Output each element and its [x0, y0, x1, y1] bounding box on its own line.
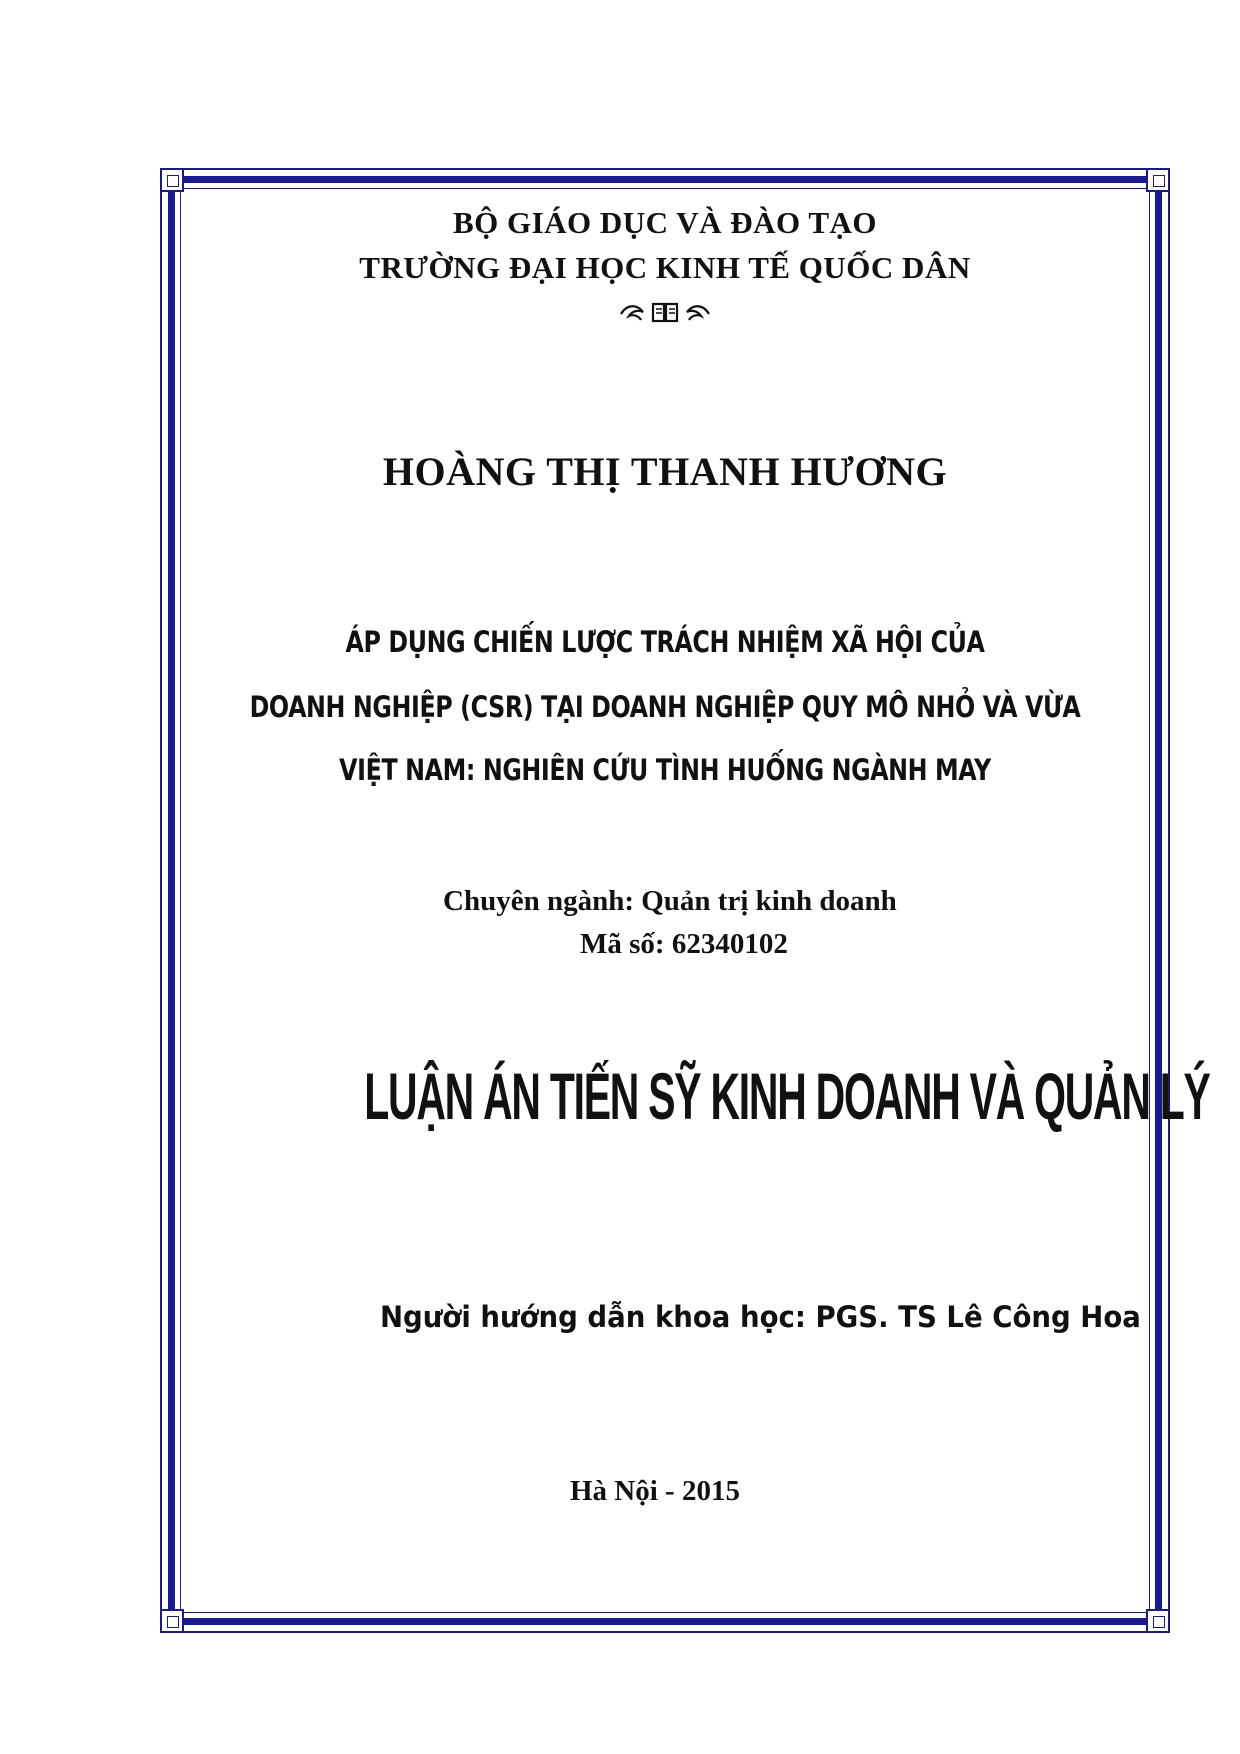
border-corner-top-left: [160, 168, 184, 192]
degree-heading: LUẬN ÁN TIẾN SỸ KINH DOANH VÀ QUẢN LÝ: [364, 1059, 1210, 1133]
book-ornament-icon: [180, 298, 1150, 326]
specialization-code: Mã số: 62340102: [580, 928, 788, 960]
scientific-advisor: Người hướng dẫn khoa học: PGS. TS Lê Công Hoa: [380, 1300, 1141, 1334]
specialization-major: Chuyên ngành: Quản trị kinh doanh: [443, 885, 897, 917]
border-corner-top-right: [1146, 168, 1170, 192]
ministry-heading: BỘ GIÁO DỤC VÀ ĐÀO TẠO: [452, 205, 878, 240]
border-corner-bottom-left: [160, 1609, 184, 1633]
thesis-title-line-1: ÁP DỤNG CHIẾN LƯỢC TRÁCH NHIỆM XÃ HỘI CỦA: [345, 625, 985, 659]
place-and-year: Hà Nội - 2015: [570, 1475, 740, 1507]
university-heading: TRƯỜNG ĐẠI HỌC KINH TẾ QUỐC DÂN: [359, 250, 971, 285]
border-corner-bottom-right: [1146, 1609, 1170, 1633]
thesis-title-line-3: VIỆT NAM: NGHIÊN CỨU TÌNH HUỐNG NGÀNH MAY: [339, 753, 991, 787]
author-name: HOÀNG THỊ THANH HƯƠNG: [382, 449, 948, 494]
thesis-title-line-2: DOANH NGHIỆP (CSR) TẠI DOANH NGHIỆP QUY MÔ NHỎ VÀ VỪA: [249, 690, 1081, 724]
